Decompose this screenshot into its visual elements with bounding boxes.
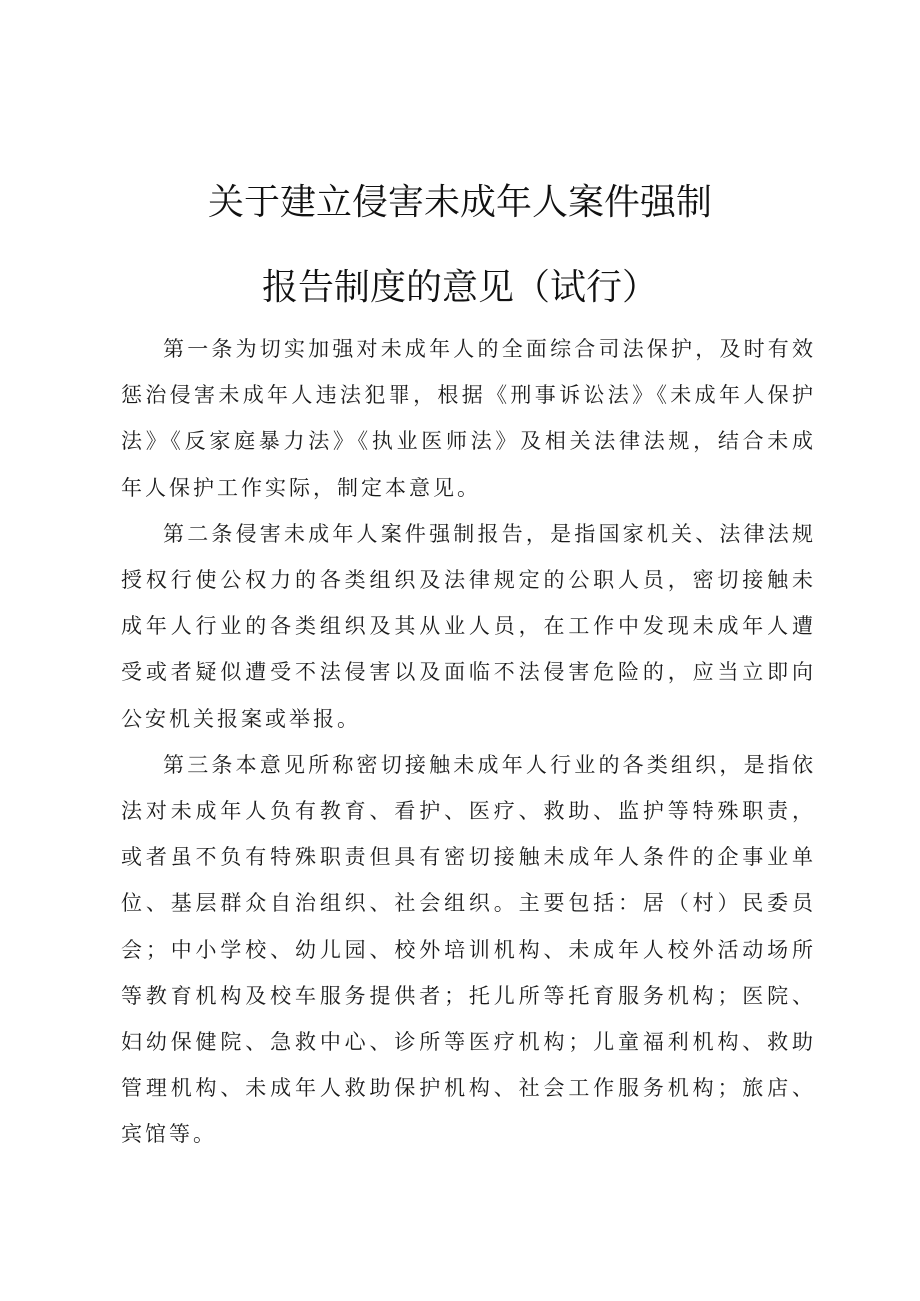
article-2-paragraph: 第二条侵害未成年人案件强制报告，是指国家机关、法律法规授权行使公权力的各类组织及法律规定的公职人员，密切接触未成年人行业的各类组织及其从业人员，在工作中发现未成年人遭受或者疑似遭受不法侵害以及面临不法侵害危险的，应当立即向公安机关报案或举报。	[121, 521, 816, 731]
article-1-paragraph: 第一条为切实加强对未成年人的全面综合司法保护，及时有效惩治侵害未成年人违法犯罪，根据《刑事诉讼法》《未成年人保护法》《反家庭暴力法》《执业医师法》及相关法律法规，结合未成年人保护工作实际，制定本意见。	[121, 337, 816, 500]
document-title-line-1: 关于建立侵害未成年人案件强制	[207, 182, 712, 223]
document-title-line-2: 报告制度的意见（试行）	[261, 267, 658, 308]
article-3-paragraph: 第三条本意见所称密切接触未成年人行业的各类组织，是指依法对未成年人负有教育、看护、医疗、救助、监护等特殊职责，或者虽不负有特殊职责但具有密切接触未成年人条件的企事业单位、基层群众自治组织、社会组织。主要包括：居（村）民委员会；中小学校、幼儿园、校外培训机构、未成年人校外活动场所等教育机构及校车服务提供者；托儿所等托育服务机构；医院、妇幼保健院、急救中心、诊所等医疗机构；儿童福利机构、救助管理机构、未成年人救助保护机构、社会工作服务机构；旅店、宾馆等。	[121, 752, 816, 1147]
document-body	[121, 326, 816, 1158]
